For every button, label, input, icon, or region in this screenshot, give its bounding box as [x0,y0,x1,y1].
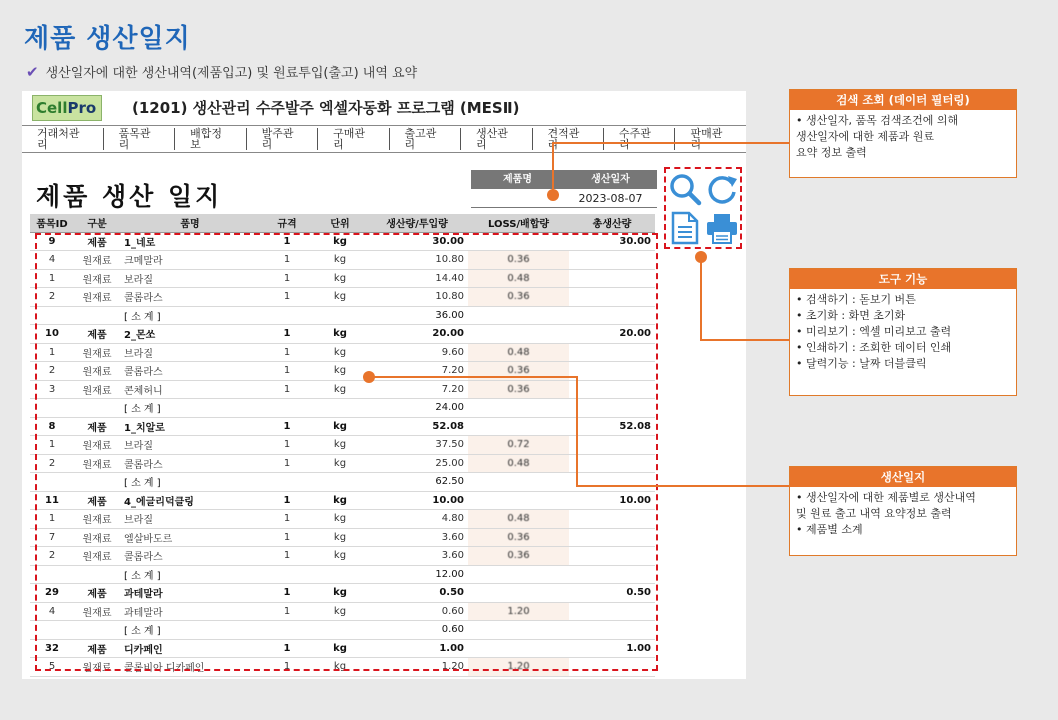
cell-loss [468,565,569,584]
cell-type: 원재료 [74,362,120,381]
column-header: 구분 [74,214,120,232]
callout-journal [789,466,1017,556]
slide-subtitle [26,62,417,81]
callout-line: • 미리보기 : 엑셀 미리보고 출력 [796,325,952,338]
cell-name: 1_네로 [120,232,260,251]
cell-loss: 0.48 [468,343,569,362]
app-title: (1201) 생산관리 수주발주 엑셀자동화 프로그램 (MESⅡ) [132,98,520,117]
cell-spec: 1 [260,510,314,529]
cell-type [74,399,120,418]
date-filter-input[interactable]: 2023-08-07 [578,192,643,205]
cell-qty: 10.00 [366,491,468,510]
cell-total [569,454,655,473]
cell-total [569,565,655,584]
cell-loss [468,621,569,640]
table-row[interactable] [30,380,655,399]
document-icon [670,211,700,245]
cell-total [569,528,655,547]
cell-name: 콜롬라스 [120,454,260,473]
cell-total [569,621,655,640]
callout-tools-title: 도구 기능 [790,269,1016,289]
callout-line: • 검색하기 : 돋보기 버튼 [796,293,916,306]
subtitle-text: 생산일자에 대한 생산내역(제품입고) 및 원료투입(출고) 내역 요약 [45,66,418,81]
cell-id: 2 [30,454,74,473]
cell-id: 8 [30,417,74,436]
menu-item[interactable]: 수주관리 [604,128,675,150]
cell-qty: 1.20 [366,658,468,677]
cell-loss [468,584,569,603]
menu-item[interactable]: 품목관리 [104,128,175,150]
cell-name: [ 소 계 ] [120,565,260,584]
column-header: 품명 [120,214,260,232]
cell-id: 2 [30,362,74,381]
cell-loss: 0.48 [468,269,569,288]
cell-total [569,473,655,492]
cell-loss [468,417,569,436]
preview-button[interactable] [668,211,702,245]
callout-search-title: 검색 조회 (데이터 필터링) [790,90,1016,110]
cell-qty: 25.00 [366,454,468,473]
cell-qty: 9.60 [366,343,468,362]
filter-date-label: 생산일자 [591,174,630,185]
cell-qty: 1.00 [366,639,468,658]
cell-spec [260,621,314,640]
cell-name: 콜롬라스 [120,288,260,307]
menu-item[interactable]: 구매관리 [318,128,389,150]
cell-total [569,269,655,288]
cell-id [30,473,74,492]
cell-unit: kg [314,547,366,566]
printer-icon [705,211,739,245]
cell-name: 크메말라 [120,251,260,270]
cell-spec: 1 [260,584,314,603]
refresh-icon [705,172,739,206]
cell-type: 원재료 [74,510,120,529]
cell-name: 콘체허니 [120,380,260,399]
cell-name: 콜롬라스 [120,362,260,381]
cell-total [569,380,655,399]
app-header [22,91,746,123]
cell-type: 제품 [74,584,120,603]
cell-spec: 1 [260,639,314,658]
cellpro-logo: Cell Pro [32,95,102,121]
cell-type [74,306,120,325]
table-header-row [30,214,655,232]
cell-unit: kg [314,658,366,677]
cell-unit: kg [314,343,366,362]
form-title: 제품 생산 일지 [36,182,223,211]
cell-spec: 1 [260,436,314,455]
menu-item[interactable]: 견적관리 [533,128,604,150]
cell-id [30,621,74,640]
cell-loss [468,232,569,251]
table-row[interactable] [30,528,655,547]
cell-spec: 1 [260,547,314,566]
cell-id: 9 [30,232,74,251]
table-row[interactable] [30,417,655,436]
table-row[interactable] [30,602,655,621]
callout-tools-body [790,289,1016,375]
cell-qty: 0.50 [366,584,468,603]
cell-unit: kg [314,454,366,473]
cell-id: 29 [30,584,74,603]
cell-loss [468,325,569,344]
cell-unit: kg [314,362,366,381]
cell-qty: 62.50 [366,473,468,492]
callout-journal-body [790,487,1016,541]
cell-loss: 0.72 [468,436,569,455]
cell-type: 제품 [74,491,120,510]
cell-name: 보라질 [120,269,260,288]
cell-spec: 1 [260,343,314,362]
cell-unit: kg [314,325,366,344]
subtotal-row[interactable] [30,399,655,418]
menu-item[interactable]: 출고관리 [390,128,461,150]
table-row[interactable] [30,436,655,455]
cell-name: 브라질 [120,436,260,455]
cell-id: 1 [30,510,74,529]
table-body [30,232,655,676]
subtotal-row[interactable] [30,565,655,584]
cell-unit [314,306,366,325]
cell-type: 제품 [74,639,120,658]
cell-unit: kg [314,232,366,251]
cell-loss: 0.36 [468,362,569,381]
cell-type: 원재료 [74,436,120,455]
cell-type [74,473,120,492]
cell-type: 원재료 [74,343,120,362]
cell-total [569,436,655,455]
cell-qty: 7.20 [366,362,468,381]
cell-spec: 1 [260,232,314,251]
cell-id [30,565,74,584]
menu-item[interactable]: 생산관리 [461,128,532,150]
callout-line: • 인쇄하기 : 조회한 데이터 인쇄 [796,341,952,354]
slide-title: 제품 생산일지 [24,24,191,54]
cell-total [569,251,655,270]
cell-name: 4_에글리덕클링 [120,491,260,510]
table-row[interactable] [30,288,655,307]
reset-button[interactable] [705,172,739,206]
cell-spec [260,306,314,325]
cell-total [569,288,655,307]
cell-unit: kg [314,269,366,288]
cell-total [569,510,655,529]
cell-loss: 1.20 [468,602,569,621]
cell-id: 5 [30,658,74,677]
column-header: 생산량/투입량 [366,214,468,232]
checkmark-icon: ✔ [26,62,39,81]
cell-type: 제품 [74,232,120,251]
subtotal-row[interactable] [30,306,655,325]
filter-header [471,170,657,189]
cell-id: 1 [30,269,74,288]
cell-name: 콜롬라스 [120,547,260,566]
cell-loss [468,473,569,492]
subtotal-row[interactable] [30,621,655,640]
column-header: 단위 [314,214,366,232]
table-row[interactable] [30,251,655,270]
cell-type: 제품 [74,325,120,344]
table-row[interactable] [30,491,655,510]
cell-name: 콜롬비아 디카페인 [120,658,260,677]
cell-unit [314,565,366,584]
cell-loss [468,306,569,325]
app-window [22,91,746,679]
cell-unit [314,399,366,418]
callout-tools [789,268,1017,396]
cell-id: 11 [30,491,74,510]
cell-spec: 1 [260,454,314,473]
cell-total: 20.00 [569,325,655,344]
cell-spec: 1 [260,491,314,510]
cell-unit: kg [314,510,366,529]
cell-type [74,565,120,584]
table-row[interactable] [30,547,655,566]
cell-qty: 37.50 [366,436,468,455]
callout-search-body [790,110,1016,164]
cell-total [569,399,655,418]
cell-unit [314,473,366,492]
table-row[interactable] [30,269,655,288]
cell-id: 4 [30,602,74,621]
cell-qty: 12.00 [366,565,468,584]
cell-total: 0.50 [569,584,655,603]
cell-name: [ 소 계 ] [120,621,260,640]
cell-id: 2 [30,547,74,566]
search-icon [668,172,702,206]
cell-total [569,547,655,566]
cell-type: 원재료 [74,288,120,307]
column-header: 규격 [260,214,314,232]
menu-item[interactable]: 판매관리 [690,127,723,151]
callout-line: • 생산일자에 대한 제품별로 생산내역 [796,491,976,504]
cell-total: 30.00 [569,232,655,251]
cell-id: 10 [30,325,74,344]
cell-total: 1.00 [569,639,655,658]
table-row[interactable] [30,232,655,251]
callout-line: 요약 정보 출력 [796,146,867,159]
cell-total: 10.00 [569,491,655,510]
cell-unit: kg [314,491,366,510]
cell-qty: 36.00 [366,306,468,325]
cell-name: 브라질 [120,343,260,362]
cell-id: 1 [30,436,74,455]
cell-unit: kg [314,380,366,399]
cell-unit: kg [314,417,366,436]
cell-qty: 0.60 [366,602,468,621]
product-filter-input[interactable] [471,189,564,207]
callout-line: 생산일자에 대한 제품과 원료 [796,130,935,143]
column-header: 총생산량 [569,214,655,232]
production-table [30,214,655,677]
cell-spec: 1 [260,417,314,436]
cell-id: 3 [30,380,74,399]
cell-type: 원재료 [74,380,120,399]
table-row[interactable] [30,454,655,473]
menu-item[interactable]: 배합정보 [175,128,246,150]
subtotal-row[interactable] [30,473,655,492]
cell-total [569,343,655,362]
callout-search [789,89,1017,178]
main-menu [22,125,746,153]
cell-unit [314,621,366,640]
cell-spec: 1 [260,380,314,399]
cell-id: 1 [30,343,74,362]
table-row[interactable] [30,362,655,381]
menu-item[interactable]: 발주관리 [247,128,318,150]
cell-unit: kg [314,639,366,658]
cell-spec: 1 [260,602,314,621]
callout-line: • 생산일자, 품목 검색조건에 의해 [796,114,959,127]
cell-spec [260,399,314,418]
cell-qty: 10.80 [366,288,468,307]
cell-type: 원재료 [74,528,120,547]
cell-spec: 1 [260,325,314,344]
cell-name: 2_몬쏘 [120,325,260,344]
table-row[interactable] [30,584,655,603]
cell-qty: 0.60 [366,621,468,640]
cell-loss: 0.36 [468,288,569,307]
cell-qty: 30.00 [366,232,468,251]
cell-name: 과테말라 [120,584,260,603]
cell-spec: 1 [260,362,314,381]
callout-line: • 초기화 : 화면 초기화 [796,309,906,322]
cell-name: 과테말라 [120,602,260,621]
cell-spec: 1 [260,269,314,288]
cell-loss: 1.20 [468,658,569,677]
table-row[interactable] [30,510,655,529]
cell-type: 원재료 [74,454,120,473]
cell-spec: 1 [260,251,314,270]
table-row[interactable] [30,343,655,362]
cell-qty: 14.40 [366,269,468,288]
cell-qty: 52.08 [366,417,468,436]
cell-qty: 3.60 [366,547,468,566]
cell-spec [260,473,314,492]
cell-qty: 20.00 [366,325,468,344]
cell-name: 엘살바도르 [120,528,260,547]
column-header: LOSS/배합량 [468,214,569,232]
cell-unit: kg [314,602,366,621]
cell-loss: 0.48 [468,510,569,529]
cell-total: 52.08 [569,417,655,436]
tool-buttons [664,167,742,249]
callout-line: • 제품별 소계 [796,523,863,536]
cell-qty: 7.20 [366,380,468,399]
search-button[interactable] [668,172,702,206]
cell-spec: 1 [260,288,314,307]
cell-type: 원재료 [74,547,120,566]
cell-total [569,362,655,381]
cell-name: 1_치알로 [120,417,260,436]
column-header: 품목ID [30,214,74,232]
cell-loss [468,639,569,658]
cell-spec [260,565,314,584]
cell-type: 원재료 [74,658,120,677]
cell-name: 브라질 [120,510,260,529]
cell-id [30,399,74,418]
cell-spec: 1 [260,528,314,547]
cell-loss: 0.48 [468,454,569,473]
cell-total [569,658,655,677]
cell-unit: kg [314,584,366,603]
cell-id: 2 [30,288,74,307]
cell-spec: 1 [260,658,314,677]
cell-name: [ 소 계 ] [120,306,260,325]
cell-loss [468,399,569,418]
cell-type: 제품 [74,417,120,436]
cell-loss: 0.36 [468,251,569,270]
cell-loss: 0.36 [468,528,569,547]
filter-values [471,189,657,208]
cell-name: [ 소 계 ] [120,399,260,418]
cell-unit: kg [314,436,366,455]
callout-journal-title: 생산일지 [790,467,1016,487]
cell-id: 32 [30,639,74,658]
cell-total [569,602,655,621]
cell-qty: 3.60 [366,528,468,547]
cell-unit: kg [314,251,366,270]
cell-type [74,621,120,640]
cell-id [30,306,74,325]
cell-name: [ 소 계 ] [120,473,260,492]
cell-qty: 24.00 [366,399,468,418]
cell-loss [468,491,569,510]
cell-unit: kg [314,528,366,547]
cell-id: 7 [30,528,74,547]
callout-line: 및 원료 출고 내역 요약정보 출력 [796,507,952,520]
cell-loss: 0.36 [468,380,569,399]
table-row[interactable] [30,658,655,677]
cell-qty: 10.80 [366,251,468,270]
menu-item[interactable]: 거래처관리 [22,128,104,150]
cell-type: 원재료 [74,269,120,288]
cell-type: 원재료 [74,602,120,621]
cell-type: 원재료 [74,251,120,270]
print-button[interactable] [705,211,739,245]
cell-loss: 0.36 [468,547,569,566]
cell-name: 디카페인 [120,639,260,658]
table-row[interactable] [30,325,655,344]
cell-total [569,306,655,325]
cell-id: 4 [30,251,74,270]
cell-qty: 4.80 [366,510,468,529]
cell-unit: kg [314,288,366,307]
filter-product-label: 제품명 [503,174,532,185]
table-row[interactable] [30,639,655,658]
callout-line: • 달력기능 : 날짜 더블클릭 [796,357,927,370]
